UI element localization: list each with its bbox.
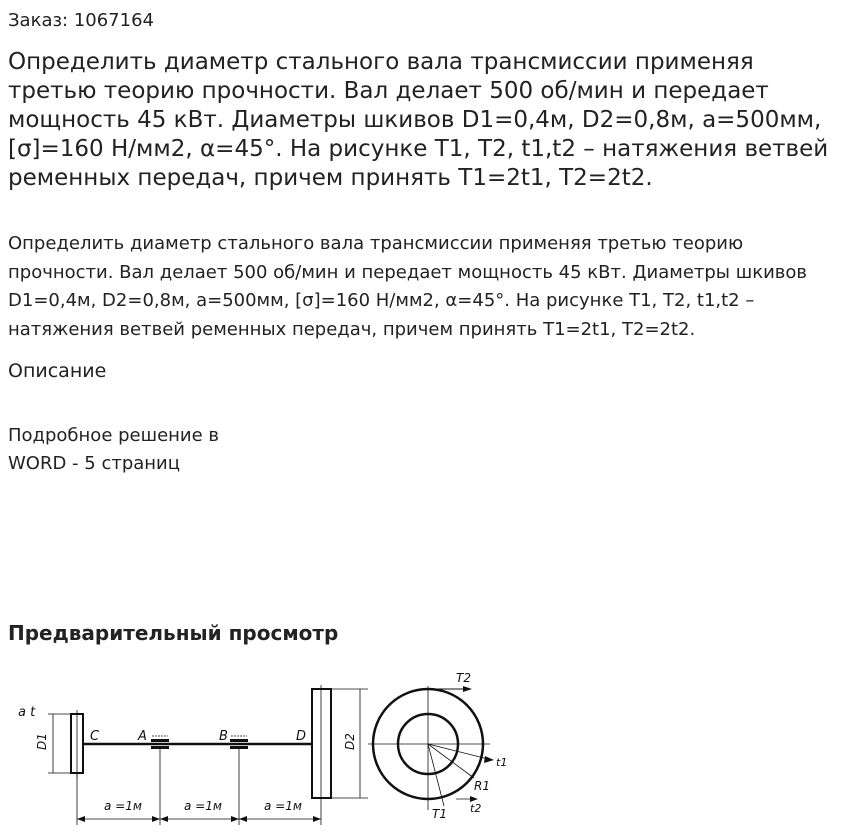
dim-arrow-5 xyxy=(239,816,247,822)
dim-arrow-3 xyxy=(160,816,168,822)
preview-heading: Предварительный просмотр xyxy=(8,621,339,645)
label-a: A xyxy=(138,729,147,744)
dim-arrow-2 xyxy=(152,816,160,822)
label-d2: D2 xyxy=(343,733,357,750)
dim-arrow-1 xyxy=(77,816,85,822)
label-r1: R1 xyxy=(474,779,490,793)
solution-line-1: Подробное решение в xyxy=(8,425,220,446)
dim-a-1: a =1м xyxy=(104,799,142,813)
label-b: B xyxy=(219,729,228,744)
label-t1: t1 xyxy=(496,756,508,769)
label-d1: D1 xyxy=(35,733,49,750)
t2-cap-arrow xyxy=(463,686,472,692)
preview-drawing xyxy=(8,660,528,833)
solution-info xyxy=(8,422,219,478)
page-title: Определить диаметр стального вала трансмиссии применяя третью теорию прочности. Вал делает 500 об/мин и передает мощность 45 кВт. Диаметры шкивов D1=0,4м, D2=0,8м, a=500мм, [σ]=160 Н/мм2, α=45°. На рисунке T1, T2, t1,t2 – натяжения ветвей ременных передач, причем принять T1=2t1, T2=2t2. xyxy=(8,49,829,191)
label-t2: t2 xyxy=(470,802,482,815)
label-a-t1: a t xyxy=(18,705,36,720)
t1-arrow xyxy=(484,756,494,763)
dim-arrow-6 xyxy=(313,816,321,822)
bearing-b xyxy=(230,739,248,742)
task-description: Определить диаметр стального вала трансмиссии применяя третью теорию прочности. Вал делает 500 об/мин и передает мощность 45 кВт. Диаметры шкивов D1=0,4м, D2=0,8м, a=500мм, [σ]=160 Н/мм2, α=45°. На рисунке T1, T2, t1,t2 – натяжения ветвей ременных передач, причем принять T1=2t1, T2=2t2. xyxy=(8,233,808,340)
bearing-b-bottom xyxy=(230,746,248,749)
label-cap-t1: T1 xyxy=(432,807,447,821)
description-section-label: Описание xyxy=(8,360,107,382)
solution-line-2: WORD - 5 страниц xyxy=(8,453,181,474)
pulley-d xyxy=(312,689,331,798)
dim-a-2: a =1м xyxy=(184,799,222,813)
label-d: D xyxy=(296,729,307,744)
dim-a-3: a =1м xyxy=(264,799,302,813)
dim-arrow-4 xyxy=(231,816,239,822)
order-number: Заказ: 1067164 xyxy=(8,10,154,31)
bearing-a-bottom xyxy=(151,746,169,749)
label-c: C xyxy=(90,729,100,744)
bearing-a xyxy=(151,739,169,742)
label-cap-t2: T2 xyxy=(456,671,471,685)
